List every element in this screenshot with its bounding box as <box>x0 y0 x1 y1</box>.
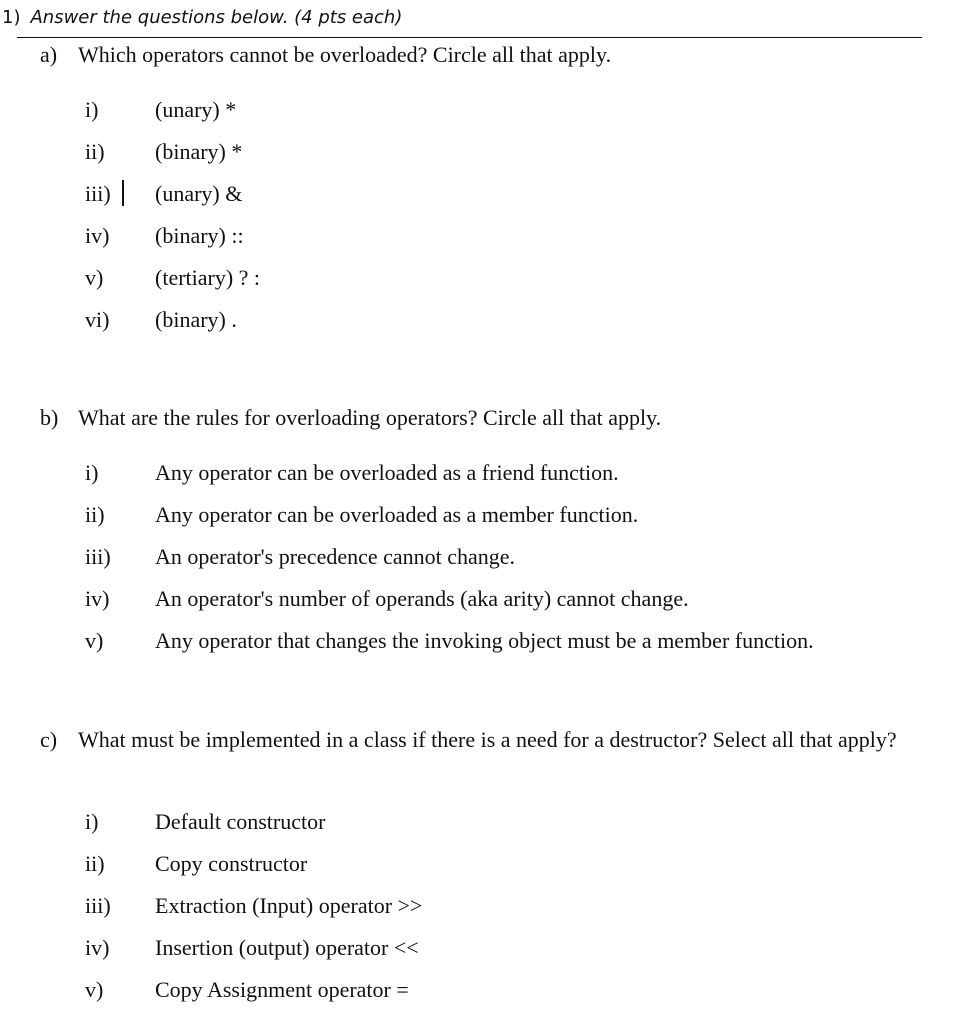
option-text: An operator's number of operands (aka arity) cannot change. <box>155 586 689 611</box>
option-numeral: i) <box>85 460 99 485</box>
option-text: Copy Assignment operator = <box>155 977 409 1002</box>
question-letter: a) <box>40 42 58 67</box>
option-numeral: v) <box>85 628 104 653</box>
option-text: An operator's precedence cannot change. <box>155 544 516 569</box>
section-instruction: Answer the questions below. (4 pts each) <box>30 7 403 28</box>
question-text: Which operators cannot be overloaded? Circle all that apply. <box>78 42 612 67</box>
option-numeral: iii) <box>85 544 111 569</box>
section-number: 1) <box>2 7 21 28</box>
option-text: Any operator can be overloaded as a friend function. <box>155 460 619 485</box>
option-text: (binary) . <box>155 307 237 332</box>
option-text: (unary) * <box>155 97 237 122</box>
option-text: Insertion (output) operator << <box>155 935 419 960</box>
option-text: Default constructor <box>155 809 326 834</box>
option-numeral: iii) <box>85 893 111 918</box>
option-numeral: ii) <box>85 851 105 876</box>
option-numeral: i) <box>85 97 99 122</box>
option-numeral: iv) <box>85 223 110 248</box>
option-numeral: iii) <box>85 181 111 206</box>
option-numeral: ii) <box>85 139 105 164</box>
option-text: Extraction (Input) operator >> <box>155 893 423 918</box>
section-header <box>2 7 402 28</box>
option-numeral: iv) <box>85 586 110 611</box>
option-text: Copy constructor <box>155 851 308 876</box>
option-text: (binary) :: <box>155 223 244 248</box>
option-numeral: v) <box>85 265 104 290</box>
question-text: What are the rules for overloading operators? Circle all that apply. <box>78 405 662 430</box>
option-numeral: ii) <box>85 502 105 527</box>
header-divider <box>17 37 922 38</box>
option-text: (tertiary) ? : <box>155 265 261 290</box>
option-numeral: iv) <box>85 935 110 960</box>
option-text: Any operator can be overloaded as a member function. <box>155 502 639 527</box>
option-text: Any operator that changes the invoking object must be a member function. <box>155 628 814 653</box>
option-text: (binary) * <box>155 139 243 164</box>
text-cursor <box>122 180 124 206</box>
option-numeral: v) <box>85 977 104 1002</box>
option-numeral: i) <box>85 809 99 834</box>
question-letter: b) <box>40 405 59 430</box>
question-text: What must be implemented in a class if there is a need for a destructor? Select all that apply? <box>78 727 897 752</box>
question-letter: c) <box>40 727 58 752</box>
option-text: (unary) & <box>155 181 243 206</box>
option-numeral: vi) <box>85 307 110 332</box>
